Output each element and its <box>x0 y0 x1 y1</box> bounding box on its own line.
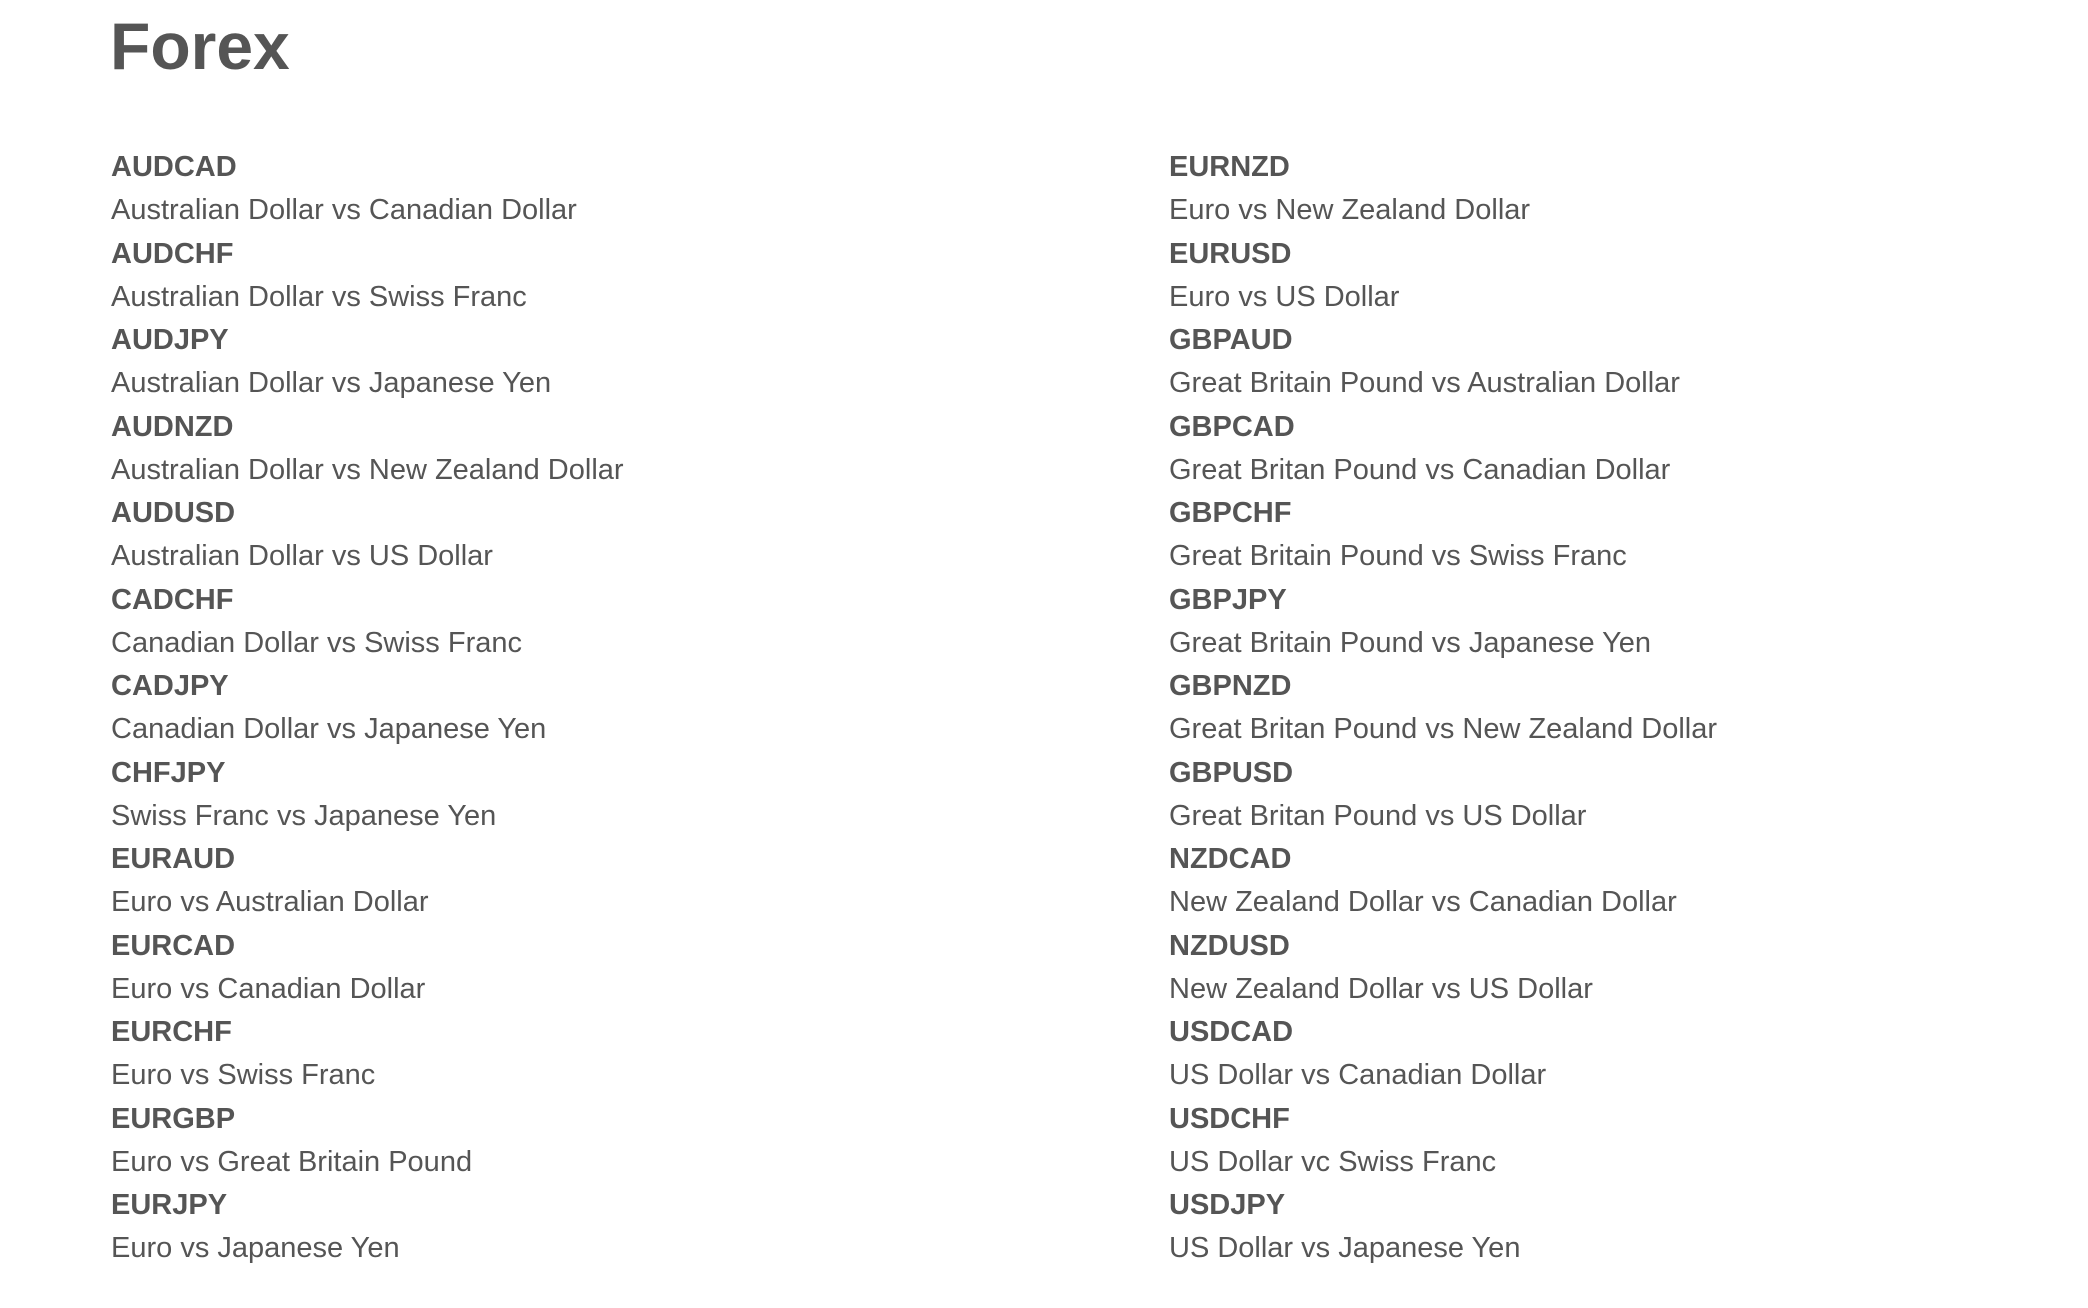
currency-pair-list-right <box>1169 146 2069 1271</box>
pair-symbol: CADCHF <box>111 583 234 616</box>
currency-pair-item <box>1169 1098 2069 1185</box>
pair-symbol: AUDUSD <box>111 497 236 529</box>
currency-pair-item <box>111 492 1011 579</box>
pair-symbol: GBPCAD <box>1169 410 1295 443</box>
pair-description: Australian Dollar vs Canadian Dollar <box>111 194 577 226</box>
pair-symbol: USDCAD <box>1169 1016 1294 1048</box>
currency-pair-item <box>111 1011 1011 1098</box>
pair-description: Euro vs Japanese Yen <box>111 1232 400 1264</box>
currency-pair-item <box>111 146 1011 233</box>
pair-description: Great Britain Pound vs Swiss Franc <box>1169 540 1627 572</box>
currency-pair-item <box>1169 752 2069 839</box>
currency-pair-item <box>111 752 1011 839</box>
pair-description: Euro vs New Zealand Dollar <box>1169 194 1531 226</box>
pair-symbol: EURUSD <box>1169 237 1292 270</box>
currency-pair-item <box>1169 838 2069 925</box>
pair-symbol: GBPJPY <box>1169 583 1287 616</box>
currency-pair-list-left <box>111 146 1011 1271</box>
currency-pair-item <box>111 233 1011 320</box>
pair-description: Great Britan Pound vs Canadian Dollar <box>1169 453 1671 486</box>
currency-pair-item <box>1169 925 2069 1012</box>
pair-description: Euro vs Great Britain Pound <box>111 1145 473 1178</box>
pair-description: US Dollar vs Japanese Yen <box>1169 1232 1521 1264</box>
currency-pair-item <box>111 579 1011 666</box>
pair-symbol: AUDCHF <box>111 237 234 270</box>
pair-symbol: EURCAD <box>111 929 236 962</box>
currency-pair-item <box>1169 1184 2069 1271</box>
pair-description: Euro vs US Dollar <box>1169 280 1400 313</box>
pair-symbol: AUDCAD <box>111 151 237 183</box>
pair-symbol: GBPAUD <box>1169 324 1293 356</box>
currency-pair-item <box>1169 146 2069 233</box>
currency-pair-item <box>1169 1011 2069 1098</box>
pair-description: Great Britain Pound vs Japanese Yen <box>1169 626 1652 659</box>
currency-pair-item <box>1169 579 2069 666</box>
pair-symbol: GBPCHF <box>1169 497 1292 529</box>
pair-symbol: EURAUD <box>111 843 236 875</box>
pair-symbol: CHFJPY <box>111 756 226 789</box>
currency-pair-item <box>111 665 1011 752</box>
page-title: Forex <box>110 9 290 83</box>
pair-symbol: EURNZD <box>1169 151 1290 183</box>
currency-pair-item <box>1169 319 2069 406</box>
currency-pair-item <box>111 1098 1011 1185</box>
pair-symbol: NZDUSD <box>1169 929 1290 962</box>
pair-description: Great Britan Pound vs US Dollar <box>1169 799 1587 832</box>
currency-pair-item <box>111 1184 1011 1271</box>
pair-description: Canadian Dollar vs Japanese Yen <box>111 713 547 745</box>
pair-description: Great Britain Pound vs Australian Dollar <box>1169 367 1680 399</box>
pair-symbol: NZDCAD <box>1169 843 1292 875</box>
pair-description: Euro vs Australian Dollar <box>111 886 429 918</box>
currency-pair-item <box>1169 492 2069 579</box>
currency-pair-item <box>1169 406 2069 493</box>
pair-symbol: AUDNZD <box>111 410 234 443</box>
currency-pair-item <box>111 319 1011 406</box>
pair-description: Euro vs Canadian Dollar <box>111 972 426 1005</box>
pair-description: New Zealand Dollar vs US Dollar <box>1169 972 1593 1005</box>
pair-description: Australian Dollar vs Swiss Franc <box>111 280 527 313</box>
currency-pair-item <box>1169 233 2069 320</box>
pair-symbol: EURJPY <box>111 1189 228 1221</box>
pair-description: Australian Dollar vs US Dollar <box>111 540 493 572</box>
currency-pair-item <box>111 406 1011 493</box>
pair-symbol: CADJPY <box>111 670 229 702</box>
pair-description: Great Britan Pound vs New Zealand Dollar <box>1169 713 1718 745</box>
currency-pair-item <box>1169 665 2069 752</box>
currency-pair-item <box>111 838 1011 925</box>
pair-description: Australian Dollar vs Japanese Yen <box>111 367 552 399</box>
pair-symbol: AUDJPY <box>111 324 229 356</box>
pair-description: US Dollar vs Canadian Dollar <box>1169 1059 1547 1091</box>
pair-description: Canadian Dollar vs Swiss Franc <box>111 626 522 659</box>
currency-pair-item <box>111 925 1011 1012</box>
pair-symbol: USDCHF <box>1169 1102 1290 1135</box>
pair-symbol: GBPUSD <box>1169 756 1294 789</box>
pair-description: Australian Dollar vs New Zealand Dollar <box>111 453 624 486</box>
pair-symbol: USDJPY <box>1169 1189 1286 1221</box>
pair-description: Euro vs Swiss Franc <box>111 1059 376 1091</box>
pair-symbol: EURCHF <box>111 1016 232 1048</box>
pair-description: Swiss Franc vs Japanese Yen <box>111 799 497 832</box>
pair-description: New Zealand Dollar vs Canadian Dollar <box>1169 886 1677 918</box>
pair-description: US Dollar vc Swiss Franc <box>1169 1145 1497 1178</box>
pair-symbol: EURGBP <box>111 1102 236 1135</box>
pair-symbol: GBPNZD <box>1169 670 1292 702</box>
